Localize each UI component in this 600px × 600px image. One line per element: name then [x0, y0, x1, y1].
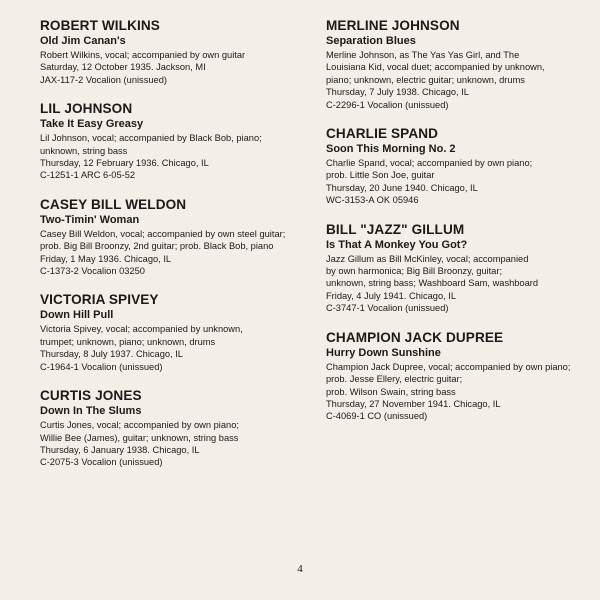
detail-line: Thursday, 6 January 1938. Chicago, IL [40, 444, 200, 455]
artist-name: BILL "JAZZ" GILLUM [326, 221, 465, 237]
entry [326, 18, 588, 111]
song-title: Two-Timin' Woman [40, 213, 140, 226]
detail-line: C-4069-1 CO (unissued) [326, 411, 428, 422]
detail-line: Lil Johnson, vocal; accompanied by Black Bob, piano; [40, 133, 262, 144]
entry [40, 101, 302, 182]
detail-line: C-1964-1 Vocalion (unissued) [40, 361, 163, 372]
right-column [326, 18, 588, 438]
song-title: Old Jim Canan's [40, 35, 126, 47]
detail-line: Charlie Spand, vocal; accompanied by own piano; [326, 158, 533, 169]
detail-line: prob. Little Son Joe, guitar [326, 170, 435, 181]
song-title: Separation Blues [326, 35, 416, 47]
artist-name: CASEY BILL WELDON [40, 196, 187, 212]
artist-name: CURTIS JONES [40, 388, 142, 404]
detail-line: Willie Bee (James), guitar; unknown, string bass [40, 432, 239, 443]
artist-name: LIL JOHNSON [40, 101, 133, 117]
artist-name: CHAMPION JACK DUPREE [326, 329, 504, 345]
song-title: Down Hill Pull [40, 309, 114, 322]
entry [40, 197, 302, 278]
detail-line: prob. Jesse Ellery, electric guitar; [326, 374, 463, 385]
detail-line: unknown, string bass [40, 145, 128, 156]
detail-line: Friday, 1 May 1936. Chicago, IL [40, 253, 172, 264]
detail-line: Saturday, 12 October 1935. Jackson, MI [40, 62, 206, 73]
detail-line: WC-3153-A OK 05946 [326, 195, 419, 206]
song-title: Is That A Monkey You Got? [326, 238, 468, 251]
detail-line: Thursday, 27 November 1941. Chicago, IL [326, 398, 501, 409]
detail-line: Friday, 4 July 1941. Chicago, IL [326, 290, 457, 301]
song-title: Take It Easy Greasy [40, 118, 144, 131]
song-title: Hurry Down Sunshine [326, 346, 441, 359]
detail-line: trumpet; unknown, piano; unknown, drums [40, 336, 216, 347]
artist-name: MERLINE JOHNSON [326, 18, 460, 33]
detail-line: Thursday, 12 February 1936. Chicago, IL [40, 158, 209, 169]
detail-line: JAX-117-2 Vocalion (unissued) [40, 74, 167, 85]
entry [326, 222, 588, 315]
detail-line: C-2075-3 Vocalion (unissued) [40, 457, 163, 468]
detail-line: Robert Wilkins, vocal; accompanied by own guitar [40, 50, 246, 60]
detail-line: Curtis Jones, vocal; accompanied by own piano; [40, 420, 239, 431]
detail-line: Thursday, 7 July 1938. Chicago, IL [326, 87, 469, 98]
detail-line: Casey Bill Weldon, vocal; accompanied by own steel guitar; [40, 228, 286, 239]
detail-line: Merline Johnson, as The Yas Yas Girl, and The [326, 50, 520, 60]
detail-line: prob. Big Bill Broonzy, 2nd guitar; prob. Black Bob, piano [40, 241, 274, 252]
detail-line: unknown, string bass; Washboard Sam, washboard [326, 278, 539, 289]
entry [326, 126, 588, 207]
entry [40, 292, 302, 373]
entry [326, 330, 588, 423]
artist-name: CHARLIE SPAND [326, 126, 439, 142]
detail-line: Louisiana Kid, vocal duet; accompanied by unknown, [326, 62, 545, 73]
detail-line: C-2296-1 Vocalion (unissued) [326, 99, 449, 110]
artist-name: VICTORIA SPIVEY [40, 292, 159, 308]
detail-line: by own harmonica; Big Bill Broonzy, guitar; [326, 266, 503, 277]
song-title: Soon This Morning No. 2 [326, 143, 456, 156]
detail-line: C-1251-1 ARC 6-05-52 [40, 170, 136, 181]
detail-line: piano; unknown, electric guitar; unknown, drums [326, 74, 525, 85]
entry [40, 18, 302, 86]
left-column [40, 18, 302, 484]
detail-line: Jazz Gillum as Bill McKinley, vocal; accompanied [326, 253, 529, 264]
detail-line: Thursday, 8 July 1937. Chicago, IL [40, 349, 183, 360]
artist-name: ROBERT WILKINS [40, 18, 160, 33]
entry [40, 388, 302, 469]
detail-line: Champion Jack Dupree, vocal; accompanied by own piano; [326, 361, 571, 372]
detail-line: Thursday, 20 June 1940. Chicago, IL [326, 182, 478, 193]
detail-line: C-3747-1 Vocalion (unissued) [326, 303, 449, 314]
detail-line: prob. Wilson Swain, string bass [326, 386, 456, 397]
page-number: 4 [297, 563, 303, 575]
detail-line: Victoria Spivey, vocal; accompanied by unknown, [40, 324, 243, 335]
song-title: Down In The Slums [40, 405, 142, 418]
detail-line: C-1373-2 Vocalion 03250 [40, 266, 145, 277]
